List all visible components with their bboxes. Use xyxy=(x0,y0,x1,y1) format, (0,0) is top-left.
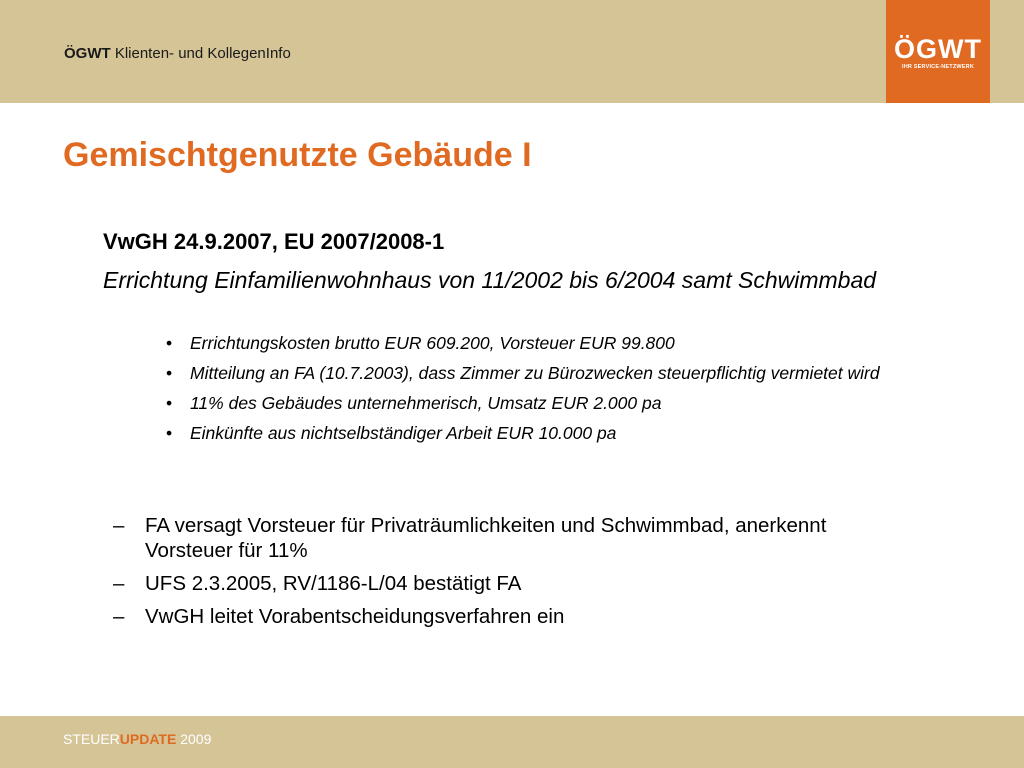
footer-year: 2009 xyxy=(176,731,212,747)
bullet-list xyxy=(162,332,952,452)
case-reference: VwGH 24.9.2007, EU 2007/2008-1 xyxy=(103,229,445,254)
dash-item xyxy=(113,513,913,563)
footer-text xyxy=(63,731,211,747)
bullet-item xyxy=(162,362,952,384)
oegwt-logo xyxy=(886,0,990,103)
header-subtitle: Klienten- und KollegenInfo xyxy=(114,45,291,62)
dash-text: VwGH leitet Vorabentscheidungsverfahren ein xyxy=(145,605,565,628)
header-brand: ÖGWT xyxy=(64,45,111,62)
header-band xyxy=(0,0,1024,103)
dash-text: FA versagt Vorsteuer für Privaträumlichkeiten und Schwimmbad, anerkennt Vorsteuer für 11% xyxy=(145,514,827,562)
footer-steuer: STEUER xyxy=(63,731,120,747)
bullet-item xyxy=(162,392,952,414)
bullet-text: Mitteilung an FA (10.7.2003), dass Zimmer zu Bürozwecken steuerpflichtig vermietet wird xyxy=(190,363,880,383)
dash-list xyxy=(113,513,913,637)
slide-title: Gemischtgenutzte Gebäude I xyxy=(63,136,532,174)
bullet-text: 11% des Gebäudes unternehmerisch, Umsatz EUR 2.000 pa xyxy=(190,393,662,413)
dash-marker: – xyxy=(113,572,125,595)
bullet-text: Einkünfte aus nichtselbständiger Arbeit EUR 10.000 pa xyxy=(190,423,617,443)
bullet-item xyxy=(162,422,952,444)
bullet-marker: • xyxy=(166,393,173,413)
logo-tagline: IHR SERVICE-NETZWERK xyxy=(901,64,975,70)
header-text xyxy=(64,45,291,62)
footer-band xyxy=(0,716,1024,768)
logo-wordmark: ÖGWT xyxy=(894,34,982,64)
bullet-marker: • xyxy=(166,363,173,383)
bullet-text: Errichtungskosten brutto EUR 609.200, Vorsteuer EUR 99.800 xyxy=(190,333,675,353)
case-description: Errichtung Einfamilienwohnhaus von 11/2002 bis 6/2004 samt Schwimmbad xyxy=(103,267,877,293)
bullet-item xyxy=(162,332,952,354)
dash-item xyxy=(113,571,913,596)
footer-update: UPDATE xyxy=(119,731,177,747)
dash-text: UFS 2.3.2005, RV/1186-L/04 bestätigt FA xyxy=(145,572,522,595)
dash-marker: – xyxy=(113,514,125,537)
bullet-marker: • xyxy=(166,423,173,443)
bullet-marker: • xyxy=(166,333,173,353)
dash-item xyxy=(113,604,913,629)
dash-marker: – xyxy=(113,605,125,628)
